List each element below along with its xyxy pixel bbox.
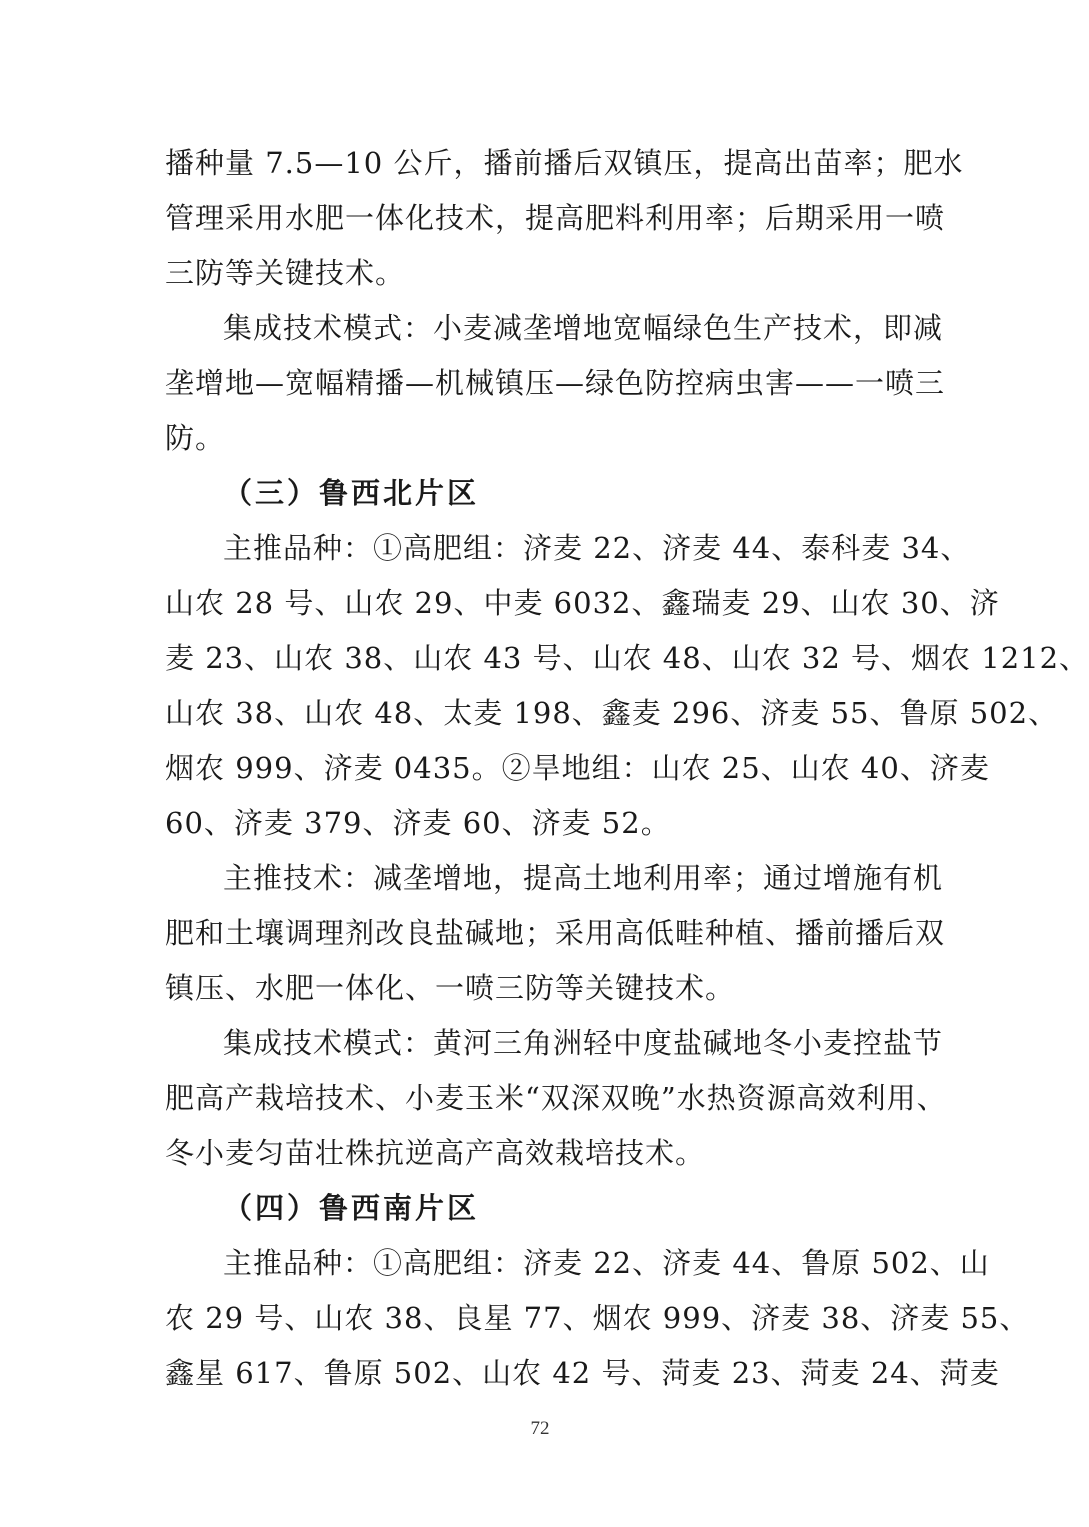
text-line: 镇压、水肥一体化、一喷三防等关键技术。 — [165, 971, 736, 1005]
page-number: 72 — [530, 1418, 550, 1439]
text-line: 麦 23、山农 38、山农 43 号、山农 48、山农 32 号、烟农 1212、 — [165, 641, 1089, 675]
text-line: 主推技术：减垄增地，提高土地利用率；通过增施有机 — [223, 861, 944, 895]
text-line: 防。 — [165, 421, 226, 455]
text-line: 垄增地—宽幅精播—机械镇压—绿色防控病虫害——一喷三 — [165, 366, 946, 400]
text-line: 鑫星 617、鲁原 502、山农 42 号、菏麦 23、菏麦 24、菏麦 — [165, 1356, 1000, 1390]
text-line: 三防等关键技术。 — [165, 256, 406, 290]
text-line: 管理采用水肥一体化技术，提高肥料利用率；后期采用一喷 — [165, 201, 946, 235]
text-line: 山农 28 号、山农 29、中麦 6032、鑫瑞麦 29、山农 30、济 — [165, 586, 1000, 620]
text-line: 山农 38、山农 48、太麦 198、鑫麦 296、济麦 55、鲁原 502、 — [165, 696, 1059, 730]
text-line: 集成技术模式：黄河三角洲轻中度盐碱地冬小麦控盐节 — [223, 1026, 944, 1060]
text-line: 主推品种：①高肥组：济麦 22、济麦 44、泰科麦 34、 — [223, 531, 971, 565]
section-heading: （三）鲁西北片区 — [223, 476, 480, 510]
text-line: 60、济麦 379、济麦 60、济麦 52。 — [165, 806, 671, 840]
text-line: 农 29 号、山农 38、良星 77、烟农 999、济麦 38、济麦 55、 — [165, 1301, 1030, 1335]
text-line: 播种量 7.5—10 公斤，播前播后双镇压，提高出苗率；肥水 — [165, 146, 964, 180]
text-line: 冬小麦匀苗壮株抗逆高产高效栽培技术。 — [165, 1136, 706, 1170]
text-line: 集成技术模式：小麦减垄增地宽幅绿色生产技术，即减 — [223, 311, 944, 345]
text-line: 主推品种：①高肥组：济麦 22、济麦 44、鲁原 502、山 — [223, 1246, 990, 1280]
text-line: 烟农 999、济麦 0435。②旱地组：山农 25、山农 40、济麦 — [165, 751, 990, 785]
text-line: 肥高产栽培技术、小麦玉米“双深双晚”水热资源高效利用、 — [165, 1081, 947, 1115]
document-body — [165, 136, 1089, 1401]
text-line: 肥和土壤调理剂改良盐碱地；采用高低畦种植、播前播后双 — [165, 916, 946, 950]
section-heading: （四）鲁西南片区 — [223, 1191, 480, 1225]
